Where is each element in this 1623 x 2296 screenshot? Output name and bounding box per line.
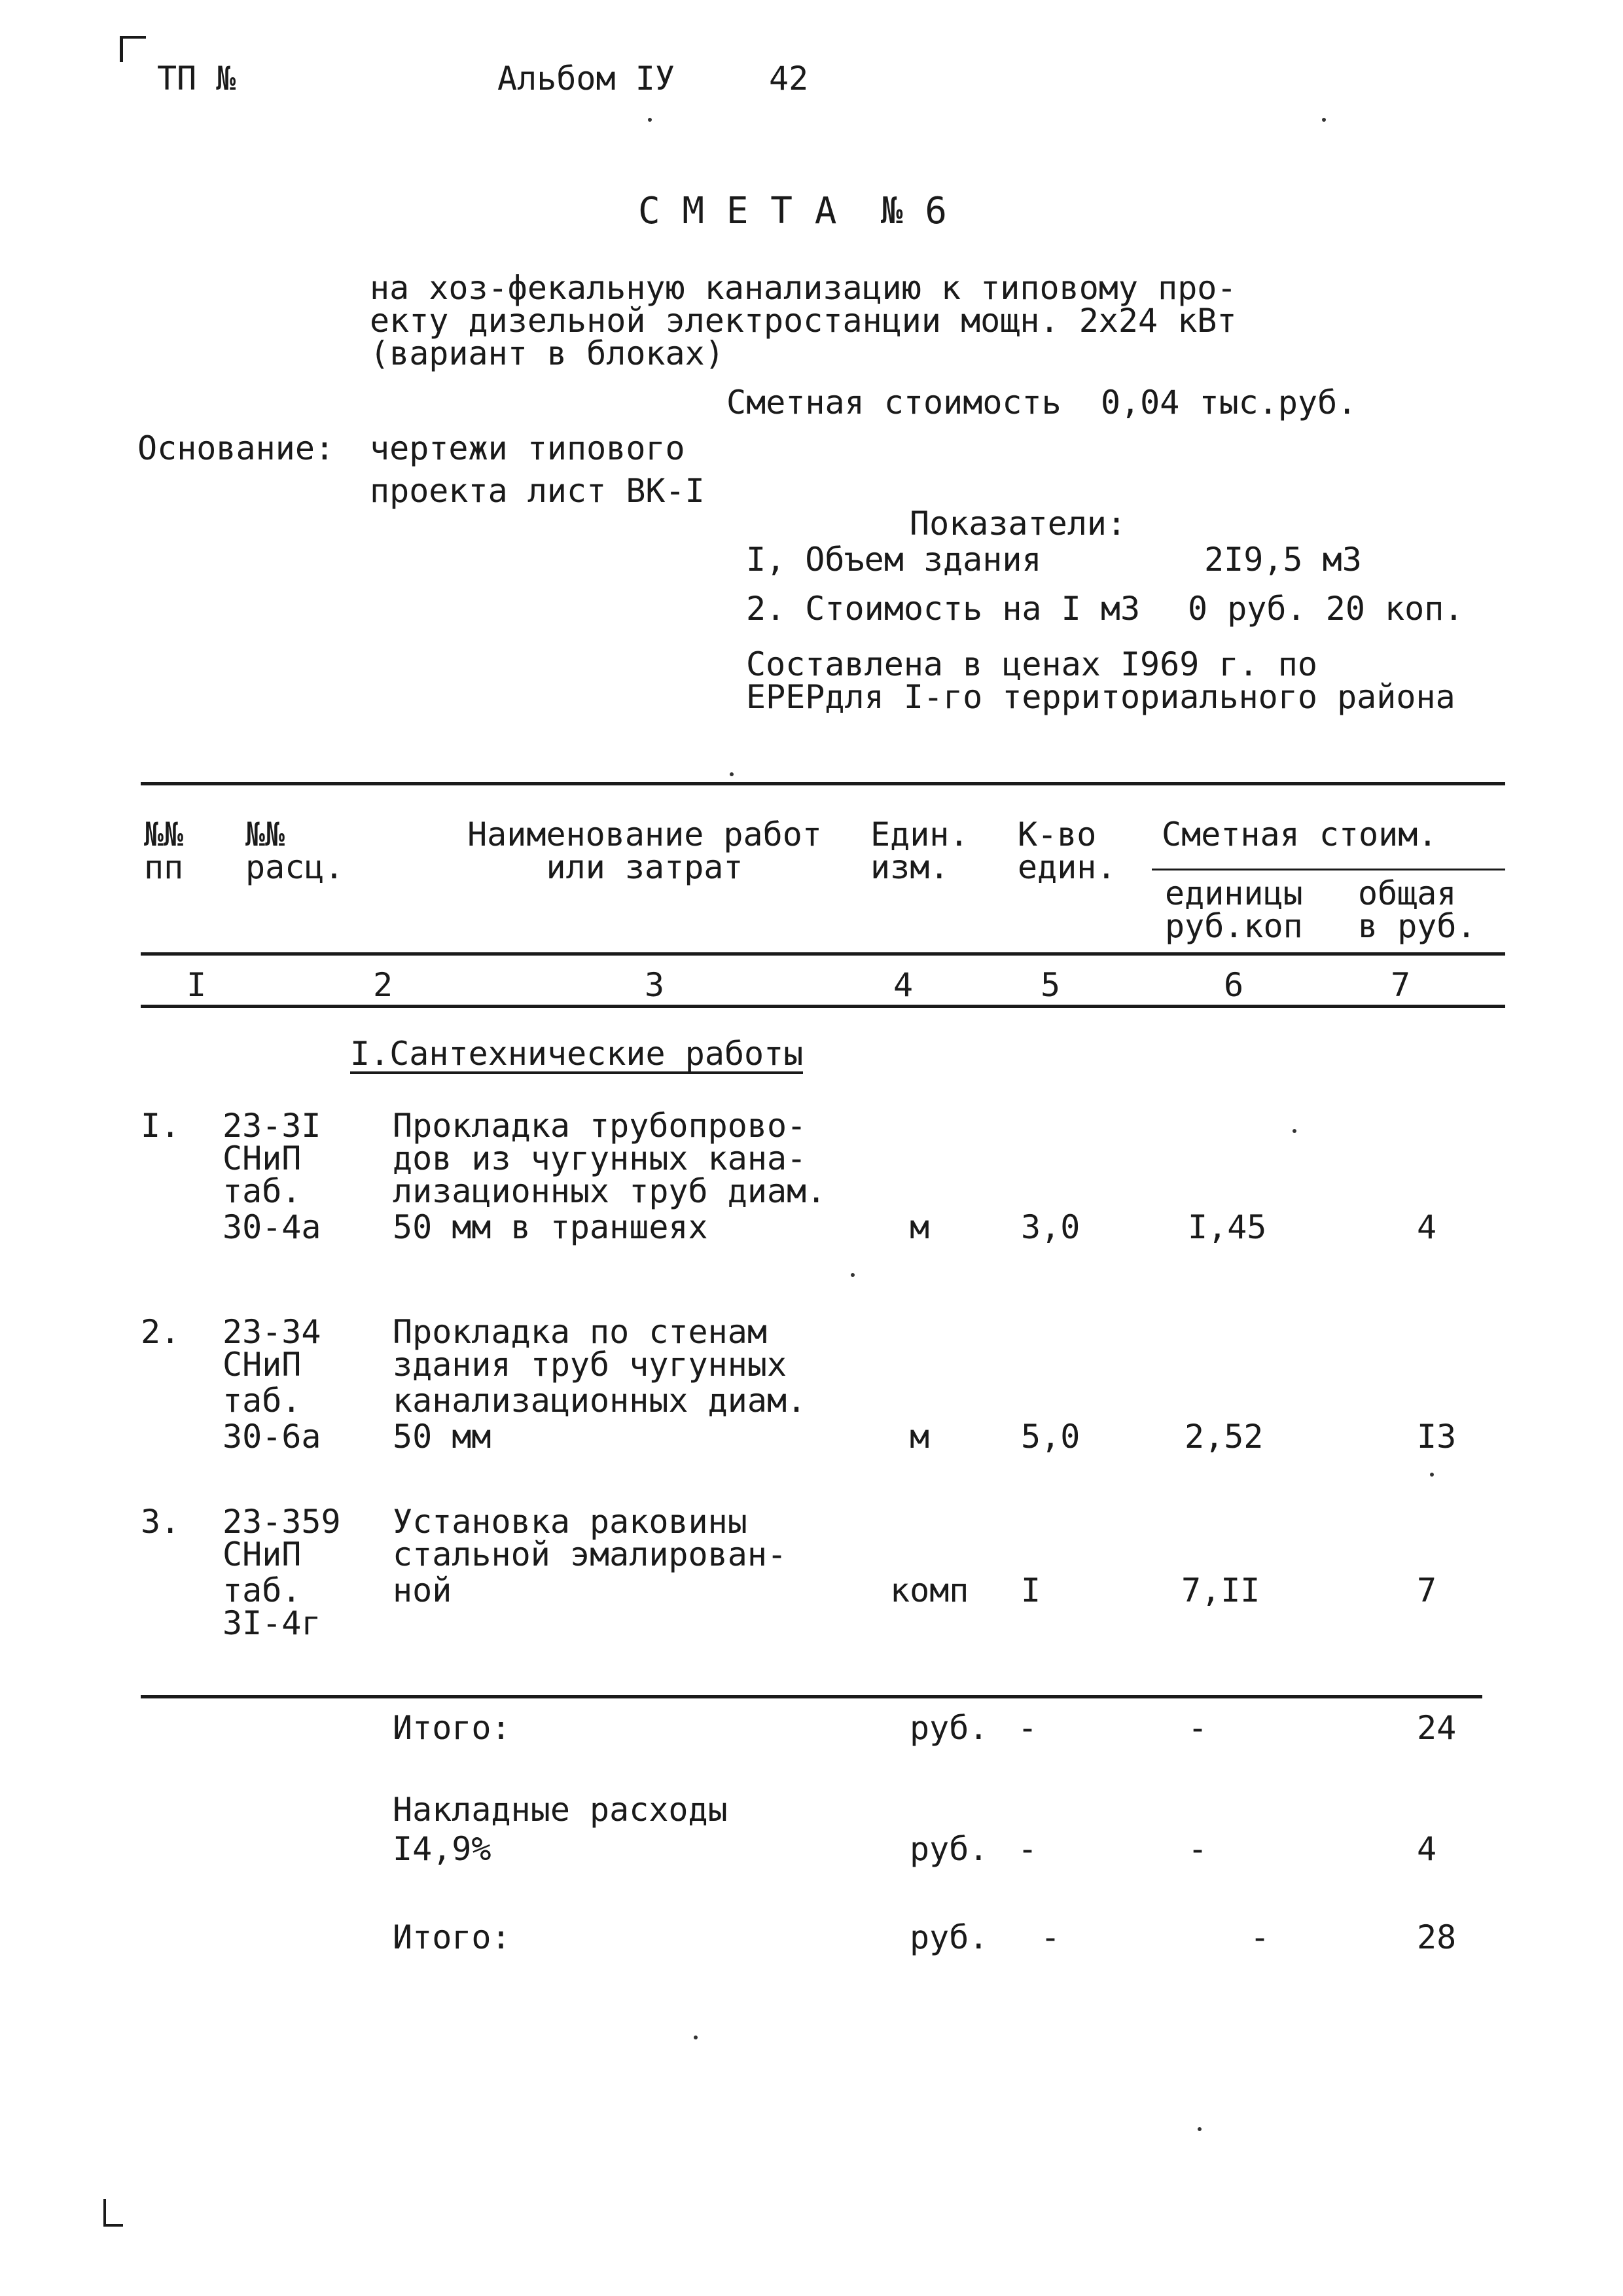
row-2-rate-3: таб. — [223, 1382, 302, 1420]
row-1-rate-2: СНиП — [223, 1139, 302, 1177]
header-qty-1: К-во — [1018, 816, 1097, 853]
estimate-title: С М Е Т А № 6 — [638, 190, 948, 232]
basis-line-1: чертежи типового — [370, 429, 685, 467]
header-qty-2: един. — [1018, 848, 1116, 886]
scan-speck — [1430, 1473, 1434, 1477]
summary-2-total: 4 — [1417, 1830, 1437, 1868]
row-2-unit-cost: 2,52 — [1185, 1418, 1264, 1456]
row-3-unit-cost: 7,II — [1181, 1571, 1260, 1609]
row-2-rate-2: СНиП — [223, 1346, 302, 1384]
indicators-heading: Показатели: — [910, 505, 1127, 543]
summary-2-unit-cost: - — [1188, 1830, 1208, 1868]
summary-1-total: 24 — [1417, 1709, 1457, 1747]
totals-rule — [141, 1695, 1482, 1698]
header-unit-cost-1: единицы — [1165, 874, 1303, 912]
row-1-total: 4 — [1417, 1208, 1437, 1246]
indicator-2-value: 0 руб. 20 коп. — [1188, 590, 1464, 628]
basis-line-2: проекта лист ВК-I — [370, 472, 705, 510]
header-unit-2: изм. — [870, 848, 950, 886]
column-number-1: I — [187, 966, 207, 1004]
row-1-qty: 3,0 — [1021, 1208, 1080, 1246]
summary-2-unit: руб. — [910, 1830, 989, 1868]
header-name-2: или затрат — [546, 848, 743, 886]
row-1-name-1: Прокладка трубопрово- — [393, 1107, 807, 1145]
album-label: Альбом IУ — [497, 60, 675, 98]
column-number-6: 6 — [1224, 966, 1244, 1004]
row-3-name-1: Установка раковины — [393, 1503, 747, 1541]
row-3-name-3: ной — [393, 1571, 452, 1609]
row-2-qty: 5,0 — [1021, 1418, 1080, 1456]
header-cost-rule — [1152, 869, 1505, 870]
header-name-1: Наименование работ — [467, 816, 822, 853]
scan-speck — [851, 1273, 855, 1277]
row-2-name-1: Прокладка по стенам — [393, 1313, 767, 1351]
summary-2-qty: - — [1018, 1830, 1038, 1868]
summary-2-name-1: Накладные расходы — [393, 1791, 728, 1829]
header-unit-1: Един. — [870, 816, 969, 853]
row-3-num: 3. — [141, 1503, 181, 1541]
scan-speck — [694, 2036, 698, 2039]
scan-speck — [1322, 118, 1326, 122]
row-1-rate-4: 30-4а — [223, 1208, 321, 1246]
row-3-total: 7 — [1417, 1571, 1437, 1609]
row-3-unit: комп — [890, 1571, 969, 1609]
table-top-rule — [141, 782, 1505, 785]
column-number-2: 2 — [373, 966, 393, 1004]
row-1-unit-cost: I,45 — [1188, 1208, 1267, 1246]
summary-3-total: 28 — [1417, 1918, 1457, 1956]
row-1-rate-1: 23-3I — [223, 1107, 321, 1145]
column-numbers-top-rule — [141, 952, 1505, 956]
column-numbers-bottom-rule — [141, 1005, 1505, 1008]
subtitle-line-3: (вариант в блоках) — [370, 334, 724, 372]
summary-1-qty: - — [1018, 1709, 1038, 1747]
row-1-name-3: лизационных труб диам. — [393, 1172, 827, 1210]
tp-number: ТП № — [157, 60, 236, 98]
summary-2-name-2: I4,9% — [393, 1830, 491, 1868]
header-cost: Сметная стоим. — [1162, 816, 1438, 853]
row-2-total: I3 — [1417, 1418, 1457, 1456]
row-2-name-4: 50 мм — [393, 1418, 491, 1456]
summary-1-unit: руб. — [910, 1709, 989, 1747]
column-number-5: 5 — [1041, 966, 1061, 1004]
row-1-unit: м — [910, 1208, 930, 1246]
row-2-rate-1: 23-34 — [223, 1313, 321, 1351]
page-number: 42 — [769, 60, 809, 98]
indicator-1-label: I, Объем здания — [746, 541, 1042, 579]
section-heading: I.Сантехнические работы — [350, 1035, 804, 1073]
header-num-2: пп — [144, 848, 184, 886]
subtitle-line-1: на хоз-фекальную канализацию к типовому про- — [370, 269, 1237, 307]
corner-mark — [103, 2224, 123, 2227]
compiled-line-2: ЕРЕРдля I-го территориального района — [746, 678, 1455, 716]
header-unit-cost-2: руб.коп — [1165, 907, 1303, 945]
indicator-1-value: 2I9,5 м3 — [1204, 541, 1362, 579]
row-2-num: 2. — [141, 1313, 181, 1351]
row-2-name-3: канализационных диам. — [393, 1382, 807, 1420]
column-number-4: 4 — [893, 966, 914, 1004]
corner-mark — [103, 2199, 106, 2225]
row-2-unit: м — [910, 1418, 930, 1456]
row-1-name-4: 50 мм в траншеях — [393, 1208, 708, 1246]
row-3-qty: I — [1021, 1571, 1041, 1609]
header-rate-1: №№ — [245, 816, 285, 853]
corner-mark — [120, 36, 123, 62]
column-number-3: 3 — [645, 966, 665, 1004]
header-total-cost-1: общая — [1358, 874, 1457, 912]
scan-speck — [730, 772, 734, 776]
header-rate-2: расц. — [245, 848, 344, 886]
header-total-cost-2: в руб. — [1358, 907, 1476, 945]
row-1-rate-3: таб. — [223, 1172, 302, 1210]
column-number-7: 7 — [1391, 966, 1411, 1004]
subtitle-line-2: екту дизельной электростанции мощн. 2х24 кВт — [370, 302, 1237, 340]
summary-3-unit-cost: - — [1250, 1918, 1270, 1956]
row-3-rate-1: 23-359 — [223, 1503, 341, 1541]
summary-1-unit-cost: - — [1188, 1709, 1208, 1747]
compiled-line-1: Составлена в ценах I969 г. по — [746, 645, 1317, 683]
summary-3-name: Итого: — [393, 1918, 511, 1956]
row-3-rate-3: таб. — [223, 1571, 302, 1609]
basis-label: Основание: — [137, 429, 335, 467]
corner-mark — [120, 36, 146, 39]
indicator-2-label: 2. Стоимость на I м3 — [746, 590, 1141, 628]
row-1-name-2: дов из чугунных кана- — [393, 1139, 807, 1177]
estimated-cost: Сметная стоимость 0,04 тыс.руб. — [726, 384, 1357, 422]
summary-3-qty: - — [1041, 1918, 1061, 1956]
row-3-rate-2: СНиП — [223, 1535, 302, 1573]
scan-speck — [1198, 2127, 1202, 2131]
header-num-1: №№ — [144, 816, 184, 853]
row-2-rate-4: 30-6а — [223, 1418, 321, 1456]
row-1-num: I. — [141, 1107, 181, 1145]
row-3-rate-4: 3I-4г — [223, 1604, 321, 1642]
scan-speck — [648, 118, 652, 122]
row-2-name-2: здания труб чугунных — [393, 1346, 787, 1384]
scan-speck — [1293, 1129, 1296, 1133]
summary-1-name: Итого: — [393, 1709, 511, 1747]
row-3-name-2: стальной эмалирован- — [393, 1535, 787, 1573]
summary-3-unit: руб. — [910, 1918, 989, 1956]
